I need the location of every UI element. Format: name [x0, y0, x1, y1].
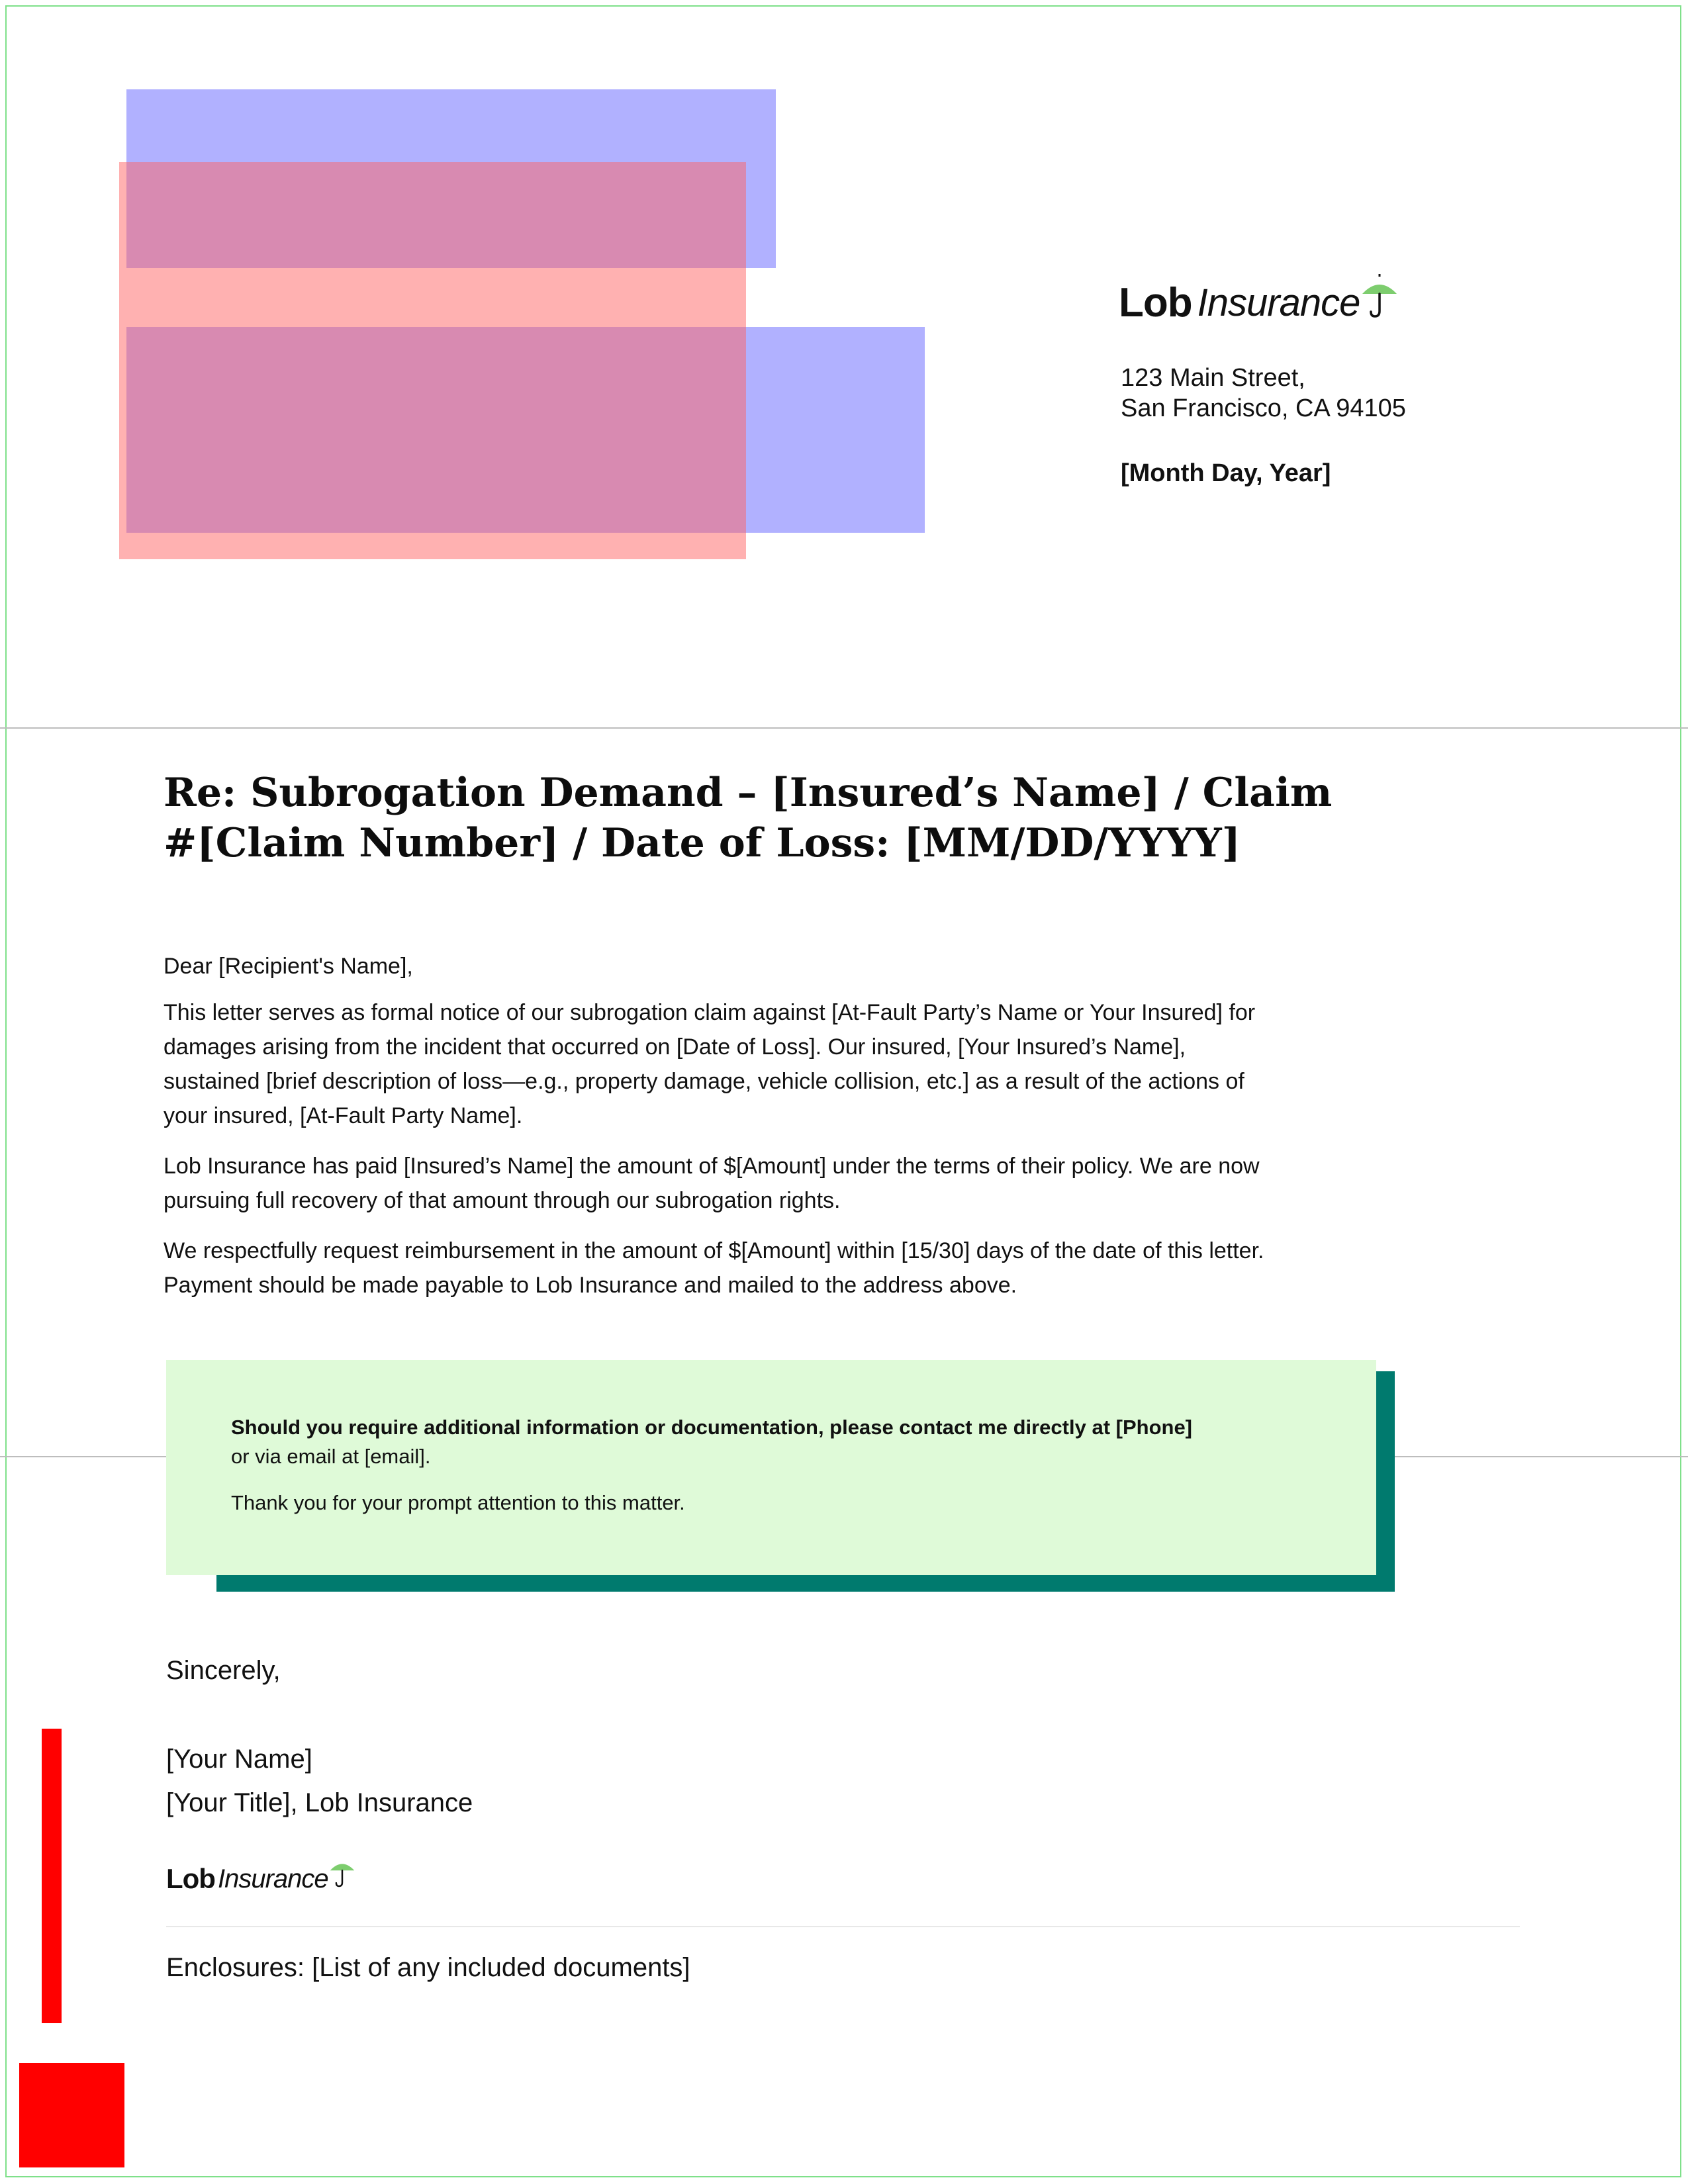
red-marker-square — [19, 2063, 124, 2167]
sender-street: 123 Main Street, — [1121, 364, 1305, 392]
letter-date: [Month Day, Year] — [1121, 459, 1331, 487]
fold-line — [0, 727, 1688, 729]
red-marker-bar — [42, 1729, 62, 2023]
company-logo — [1119, 270, 1399, 330]
paragraph-line: Payment should be made payable to Lob Insurance and mailed to the address above. — [164, 1273, 1017, 1298]
subject-line-2: #[Claim Number] / Date of Loss: [MM/DD/YYYY] — [164, 820, 1241, 866]
paragraph-payment — [164, 1149, 1348, 1218]
paragraph-line: damages arising from the incident that occurred on [Date of Loss]. Our insured, [Your Insured’s Name], — [164, 1034, 1186, 1060]
callout-contact-bold: Should you require additional information or documentation, please contact me directly at [Phone] — [231, 1416, 1193, 1439]
salutation: Dear [Recipient's Name], — [164, 954, 413, 979]
logo-insurance-text: Insurance — [217, 1864, 328, 1893]
divider — [166, 1926, 1520, 1927]
logo-lob-text: Lob — [1119, 280, 1192, 326]
signer-name: [Your Name] — [166, 1745, 312, 1774]
callout-contact-email: or via email at [email]. — [231, 1445, 431, 1468]
umbrella-icon — [1360, 274, 1399, 319]
sender-address — [1121, 363, 1406, 424]
signer-title: [Your Title], Lob Insurance — [166, 1788, 473, 1817]
subject-heading — [164, 768, 1368, 868]
umbrella-icon — [328, 1856, 356, 1888]
letter-body — [164, 949, 1348, 1318]
closing-salutation: Sincerely, — [166, 1656, 281, 1685]
subject-line-1: Re: Subrogation Demand – [Insured’s Name] / Claim — [164, 770, 1333, 816]
signature-logo — [166, 1856, 356, 1896]
enclosures-line: Enclosures: [List of any included documents] — [166, 1953, 690, 1982]
logo-insurance-text: Insurance — [1197, 281, 1360, 324]
paragraph-line: Lob Insurance has paid [Insured’s Name] the amount of $[Amount] under the terms of their policy. We are now — [164, 1154, 1260, 1179]
callout-text — [231, 1413, 1317, 1518]
paragraph-request — [164, 1234, 1348, 1302]
paragraph-line: sustained [brief description of loss—e.g., property damage, vehicle collision, etc.] as a result of the actions of — [164, 1069, 1244, 1094]
callout-thanks: Thank you for your prompt attention to this matter. — [231, 1491, 685, 1514]
logo-lob-text: Lob — [166, 1863, 215, 1894]
sender-city: San Francisco, CA 94105 — [1121, 394, 1406, 422]
paragraph-line: pursuing full recovery of that amount through our subrogation rights. — [164, 1188, 841, 1213]
paragraph-line: your insured, [At-Fault Party Name]. — [164, 1103, 523, 1128]
paragraph-notice — [164, 995, 1348, 1133]
ink-free-zone — [119, 162, 746, 559]
paragraph-line: We respectfully request reimbursement in the amount of $[Amount] within [15/30] days of the date of this letter. — [164, 1238, 1264, 1263]
paragraph-line: This letter serves as formal notice of our subrogation claim against [At-Fault Party’s Name or Your Insured] for — [164, 1000, 1256, 1025]
